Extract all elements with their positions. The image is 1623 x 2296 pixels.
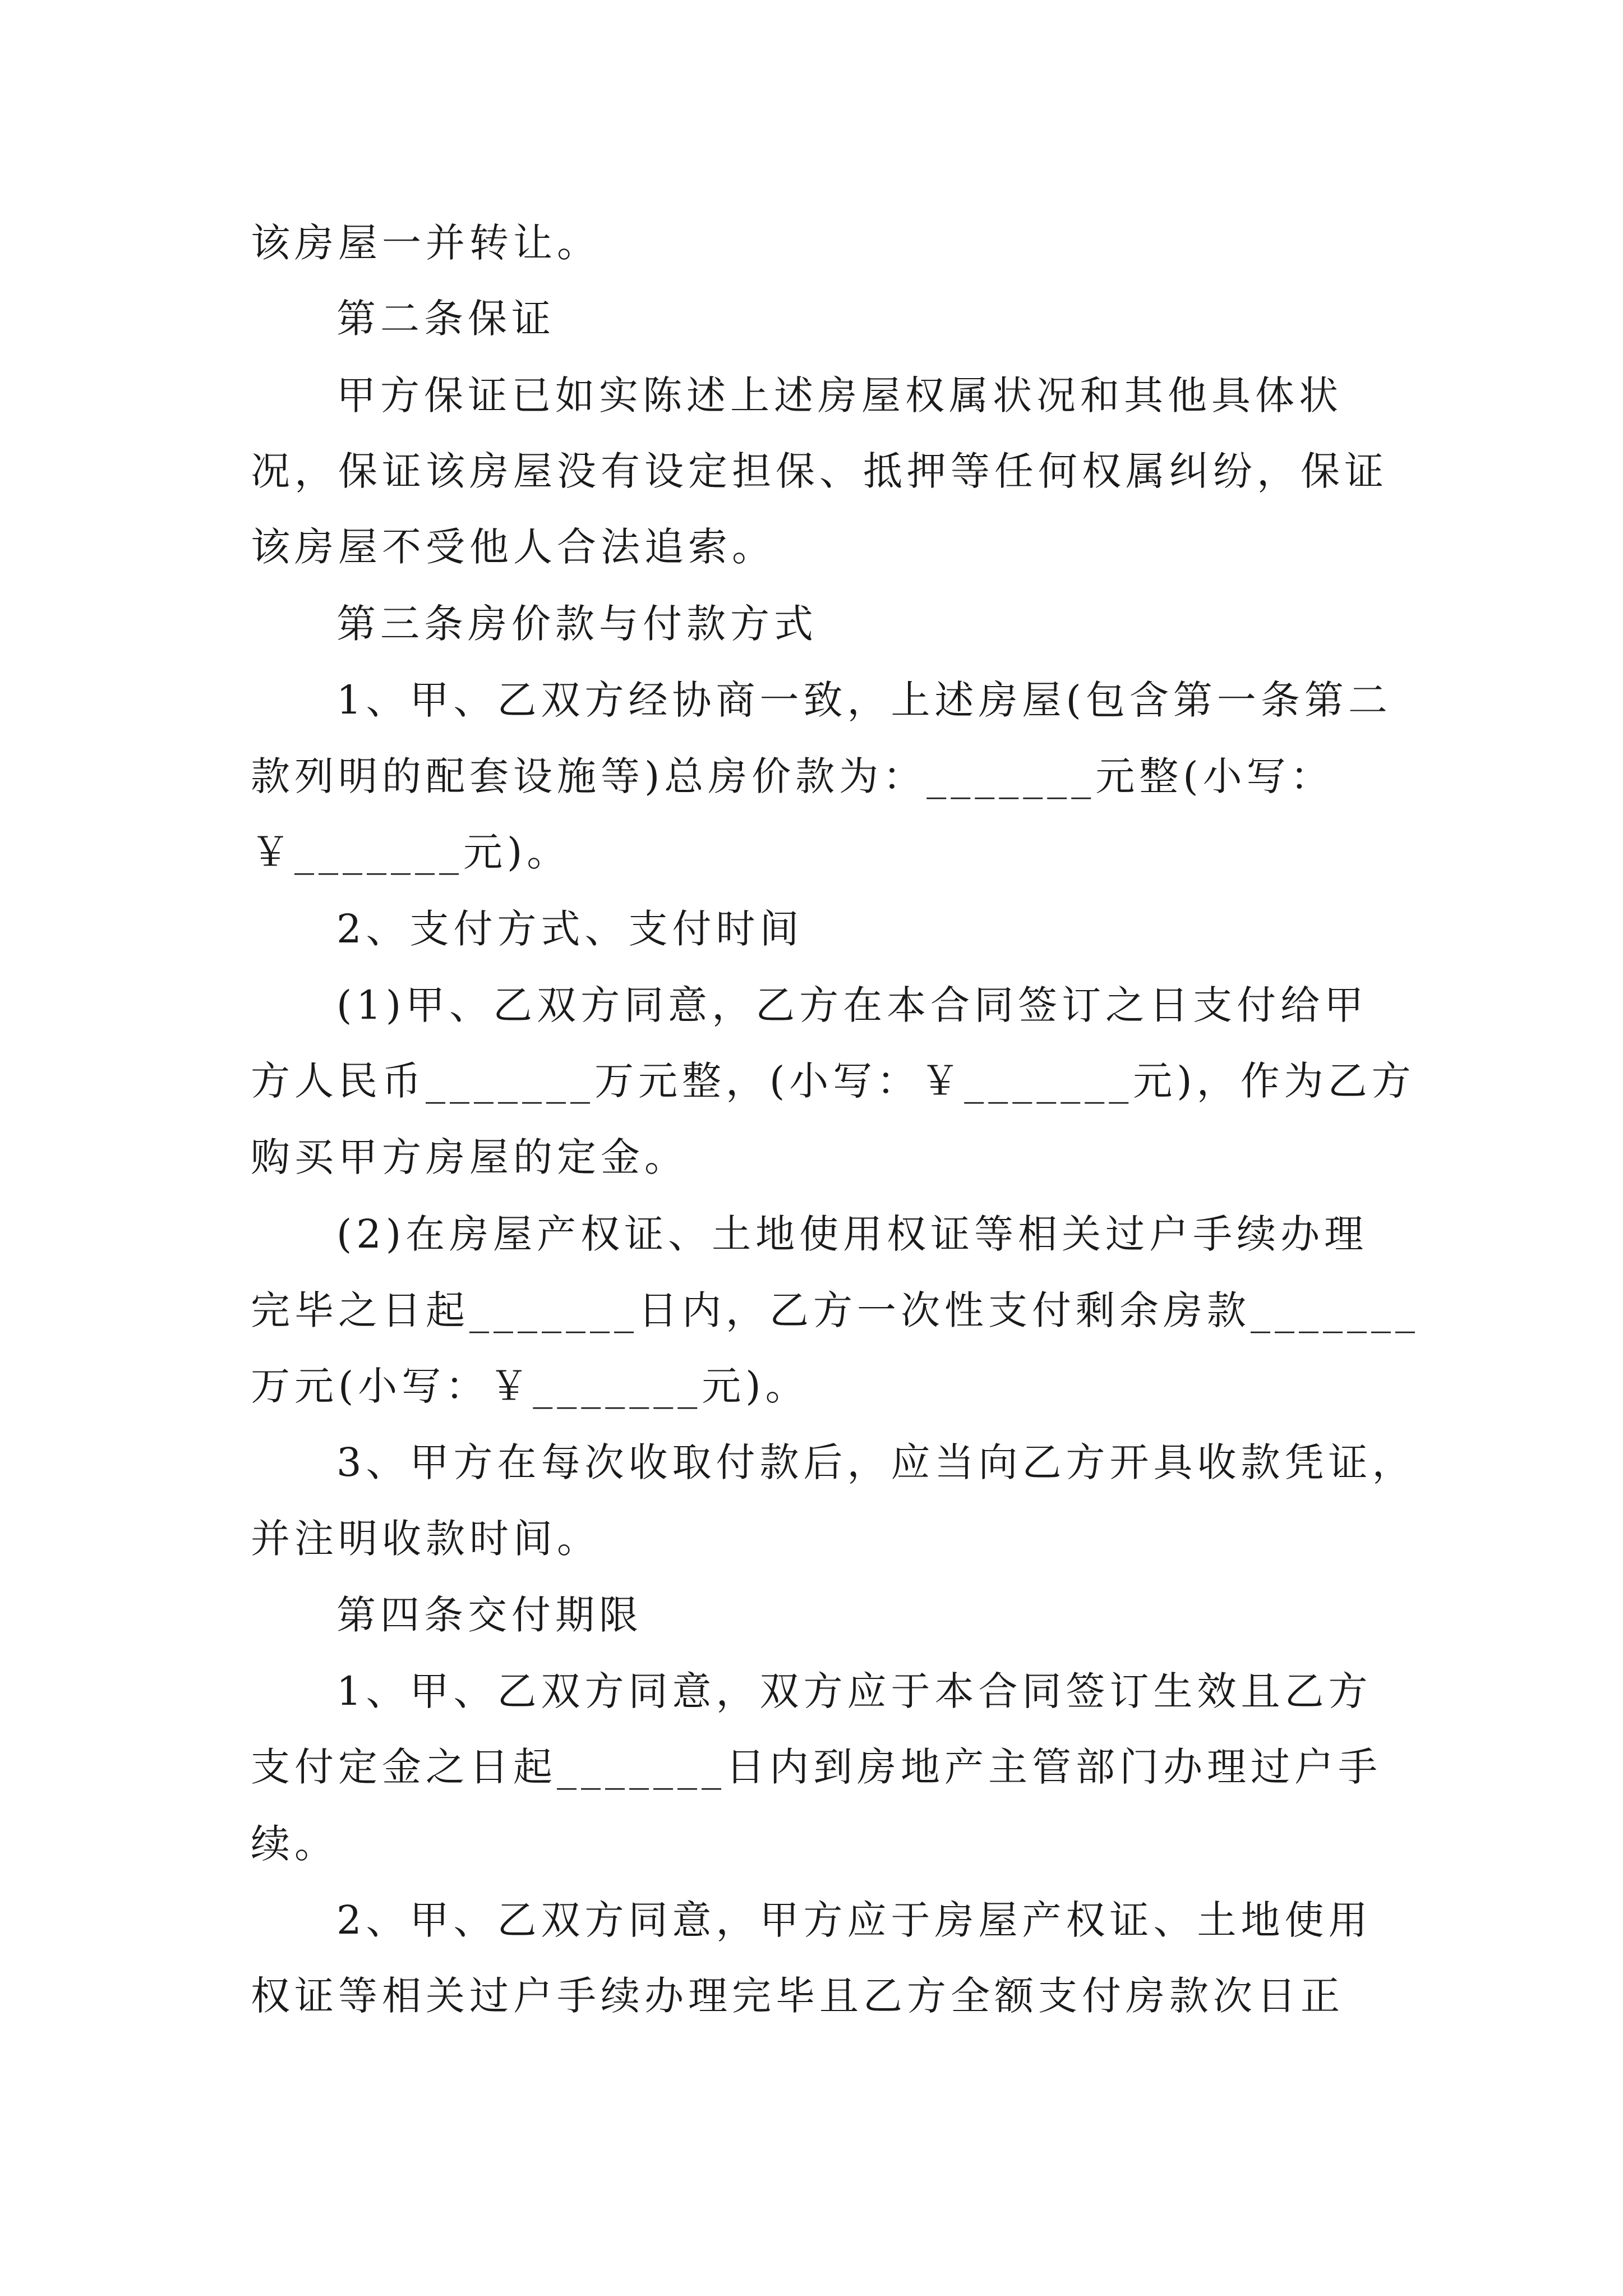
text-line: 3、甲方在每次收取付款后，应当向乙方开具收款凭证， — [336, 1439, 1416, 1485]
text-line: 1、甲、乙双方经协商一致，上述房屋(包含第一条第二 — [336, 677, 1392, 723]
text-line: ￥_______元)。 — [251, 829, 571, 875]
text-line: 续。 — [251, 1821, 338, 1867]
text-line: 该房屋一并转让。 — [251, 220, 601, 266]
text-line: 况，保证该房屋没有设定担保、抵押等任何权属纠纷，保证 — [251, 448, 1388, 494]
section-heading: 第二条保证 — [336, 296, 555, 342]
text-line: 完毕之日起_______日内，乙方一次性支付剩余房款_______ — [251, 1287, 1419, 1333]
text-line: 2、支付方式、支付时间 — [336, 906, 804, 952]
text-line: 方人民币_______万元整，(小写：￥_______元)，作为乙方 — [251, 1058, 1415, 1104]
text-line: (1)甲、乙双方同意，乙方在本合同签订之日支付给甲 — [336, 982, 1368, 1028]
text-line: 款列明的配套设施等)总房价款为：_______元整(小写： — [251, 753, 1334, 799]
text-line: 该房屋不受他人合法追索。 — [251, 524, 776, 570]
section-heading: 第三条房价款与付款方式 — [336, 601, 818, 647]
text-line: 支付定金之日起_______日内到房地产主管部门办理过户手 — [251, 1744, 1382, 1790]
text-line: (2)在房屋产权证、土地使用权证等相关过户手续办理 — [336, 1211, 1368, 1257]
text-line: 购买甲方房屋的定金。 — [251, 1134, 688, 1180]
section-heading: 第四条交付期限 — [336, 1592, 643, 1638]
text-line: 甲方保证已如实陈述上述房屋权属状况和其他具体状 — [336, 372, 1343, 418]
text-line: 权证等相关过户手续办理完毕且乙方全额支付房款次日正 — [251, 1973, 1344, 2019]
text-line: 万元(小写：￥_______元)。 — [251, 1363, 809, 1409]
text-line: 2、甲、乙双方同意，甲方应于房屋产权证、土地使用 — [336, 1897, 1372, 1943]
text-line: 并注明收款时间。 — [251, 1516, 601, 1562]
text-line: 1、甲、乙双方同意，双方应于本合同签订生效且乙方 — [336, 1668, 1372, 1714]
